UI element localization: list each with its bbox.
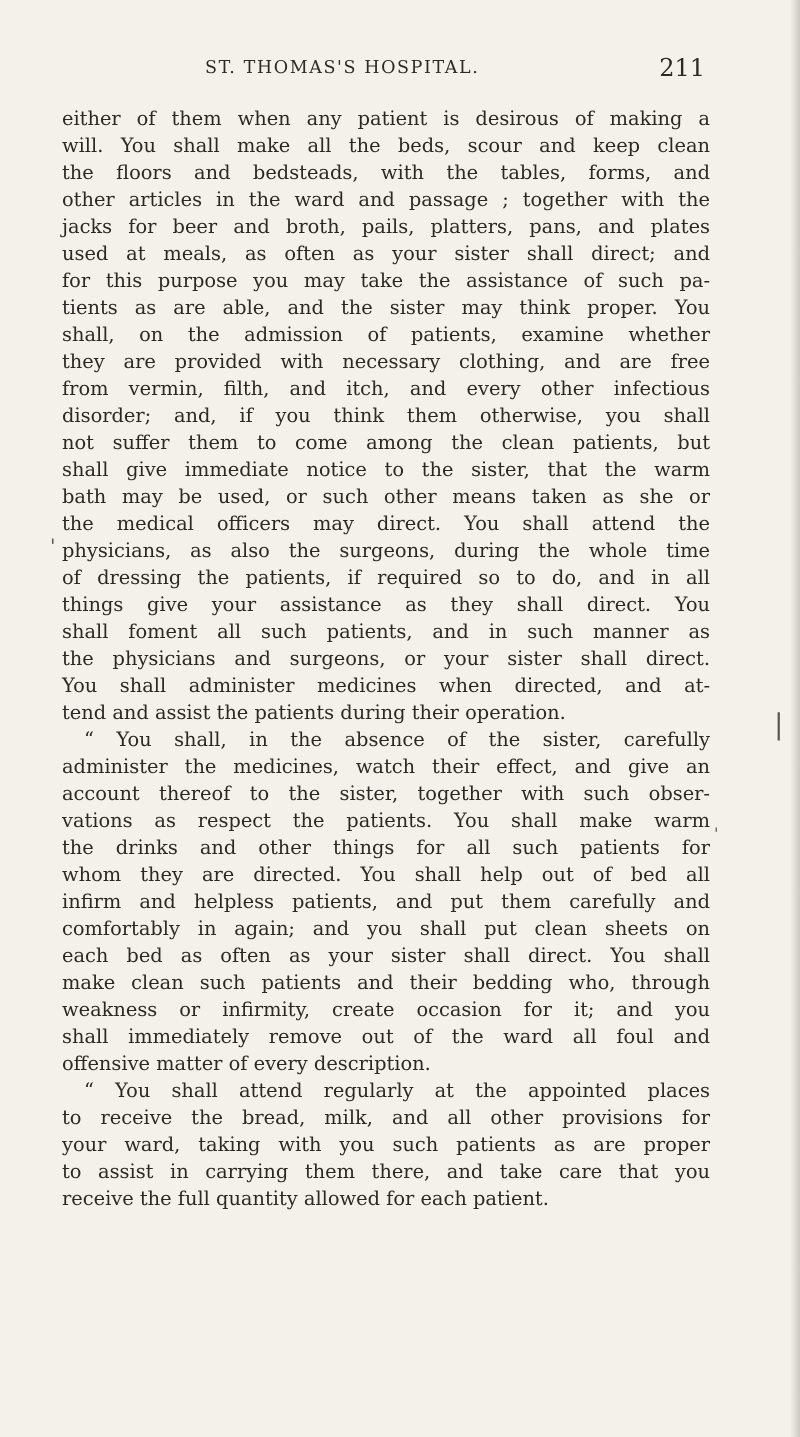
text-line: infirm and helpless patients, and put them carefully and	[62, 890, 710, 913]
page-header	[205, 54, 705, 88]
text-line: your ward, taking with you such patients as are proper	[62, 1133, 710, 1156]
text-line: account thereof to the sister, together with such obser-	[62, 782, 710, 805]
text-line: “ You shall attend regularly at the appointed places	[84, 1079, 710, 1102]
text-line: physicians, as also the surgeons, during the whole time	[62, 539, 710, 562]
text-line: the drinks and other things for all such patients for	[62, 836, 710, 859]
text-line: either of them when any patient is desirous of making a	[62, 107, 710, 130]
text-line: shall, on the admission of patients, examine whether	[62, 323, 710, 346]
margin-quote-mark: '	[50, 534, 56, 558]
text-line: used at meals, as often as your sister shall direct; and	[62, 242, 710, 265]
text-line: the floors and bedsteads, with the tables, forms, and	[62, 161, 710, 184]
text-line: will. You shall make all the beds, scour and keep clean	[62, 134, 710, 157]
margin-tick-mark: '	[714, 824, 719, 843]
text-line: vations as respect the patients. You shall make warm	[62, 809, 710, 832]
text-line: shall give immediate notice to the sister, that the warm	[62, 458, 710, 481]
body-text	[62, 105, 710, 1212]
text-line: offensive matter of every description.	[62, 1052, 431, 1075]
text-line: administer the medicines, watch their effect, and give an	[62, 755, 710, 778]
text-line: the medical officers may direct. You shall attend the	[62, 512, 710, 535]
text-line: other articles in the ward and passage ; together with the	[62, 188, 710, 211]
text-line: tients as are able, and the sister may think proper. You	[62, 296, 710, 319]
text-line: tend and assist the patients during their operation.	[62, 701, 566, 724]
text-line: weakness or infirmity, create occasion for it; and you	[62, 998, 710, 1021]
text-line: to assist in carrying them there, and take care that you	[62, 1160, 710, 1183]
text-line: bath may be used, or such other means taken as she or	[62, 485, 710, 508]
text-line: comfortably in again; and you shall put clean sheets on	[62, 917, 710, 940]
text-line: whom they are directed. You shall help out of bed all	[62, 863, 710, 886]
text-line: of dressing the patients, if required so to do, and in all	[62, 566, 710, 589]
text-line: receive the full quantity allowed for each patient.	[62, 1187, 549, 1210]
text-line: to receive the bread, milk, and all other provisions for	[62, 1106, 710, 1129]
text-line: jacks for beer and broth, pails, platters, pans, and plates	[62, 215, 710, 238]
text-line: disorder; and, if you think them otherwise, you shall	[62, 404, 710, 427]
text-line: each bed as often as your sister shall direct. You shall	[62, 944, 710, 967]
text-line: not suffer them to come among the clean patients, but	[62, 431, 710, 454]
text-line: make clean such patients and their bedding who, through	[62, 971, 710, 994]
text-line: shall foment all such patients, and in such manner as	[62, 620, 710, 643]
page-number: 211	[659, 54, 705, 82]
text-line: things give your assistance as they shall direct. You	[62, 593, 710, 616]
text-line: shall immediately remove out of the ward all foul and	[62, 1025, 710, 1048]
text-line: from vermin, filth, and itch, and every other infectious	[62, 377, 710, 400]
text-line: the physicians and surgeons, or your sister shall direct.	[62, 647, 710, 670]
text-line: they are provided with necessary clothing, and are free	[62, 350, 710, 373]
text-line: You shall administer medicines when directed, and at-	[62, 674, 710, 697]
margin-bar-mark: |	[774, 708, 784, 741]
text-line: “ You shall, in the absence of the sister, carefully	[84, 728, 710, 751]
page-edge-shadow	[790, 0, 800, 1437]
text-line: for this purpose you may take the assistance of such pa-	[62, 269, 710, 292]
running-head: ST. THOMAS'S HOSPITAL.	[205, 58, 480, 78]
